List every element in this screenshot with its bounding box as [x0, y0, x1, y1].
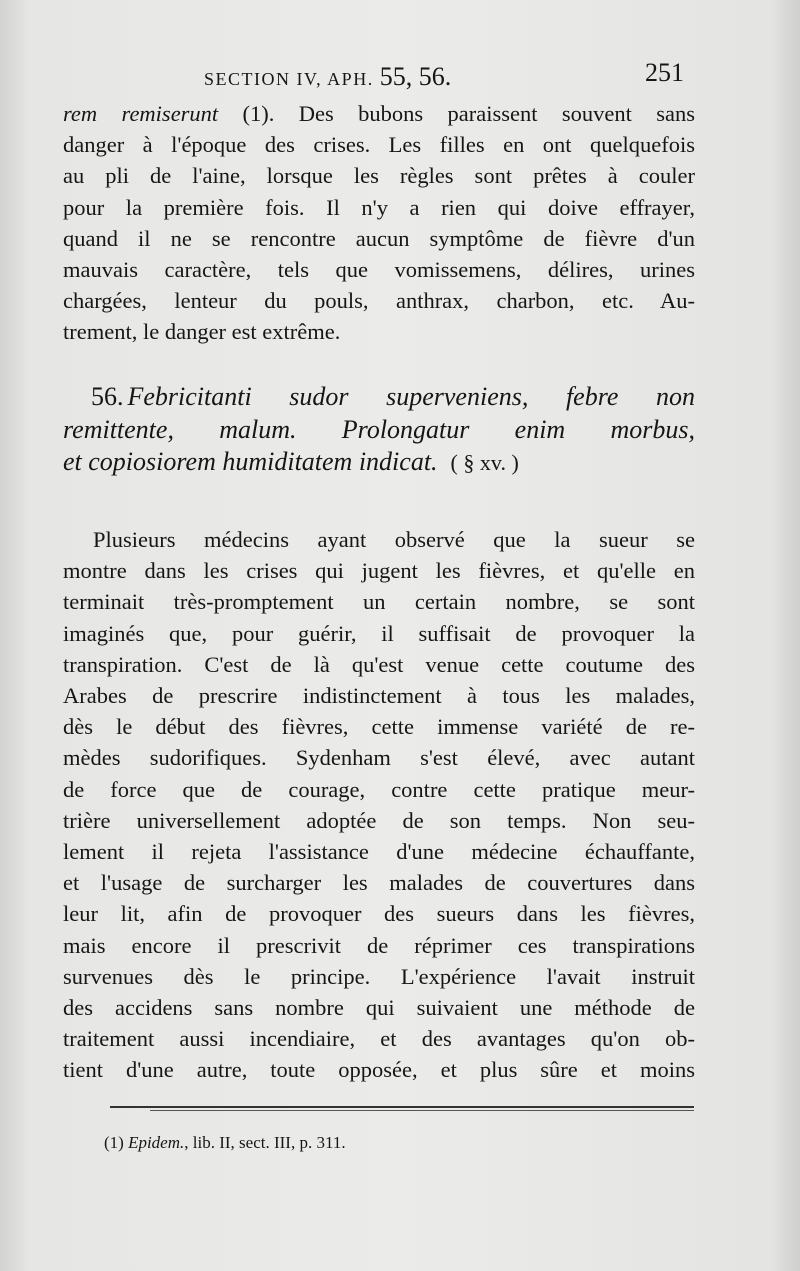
aphorism-line: [63, 381, 695, 414]
text-line: tient d'une autre, toute opposée, et plus sûre et moins: [63, 1057, 695, 1083]
footnote: [104, 1133, 346, 1153]
text-line: de force que de courage, contre cette pratique meur-: [63, 776, 695, 802]
text-line: mauvais caractère, tels que vomissemens, délires, urines: [63, 257, 695, 283]
aphorism-text: Febricitanti sudor superveniens, febre non: [127, 382, 695, 411]
aphorism-56: [63, 381, 695, 480]
text-line: leur lit, afin de provoquer des sueurs dans les fièvres,: [63, 901, 695, 927]
text-line: trement, le danger est extrême.: [63, 319, 341, 345]
page-header: [64, 56, 688, 92]
text-line: imaginés que, pour guérir, il suffisait de provoquer la: [63, 620, 695, 646]
section-reference: ( § xv. ): [450, 450, 519, 475]
footnote-rule-thin: [150, 1110, 694, 1111]
text-line: mais encore il prescrivit de réprimer ces transpirations: [63, 932, 695, 958]
text-line: trière universellement adoptée de son temps. Non seu-: [63, 807, 695, 833]
text-line: traitement aussi incendiaire, et des avantages qu'on ob-: [63, 1026, 695, 1052]
text-line: transpiration. C'est de là qu'est venue cette coutume des: [63, 651, 695, 677]
text-line: dès le début des fièvres, cette immense variété de re-: [63, 714, 695, 740]
footnote-marker: (1): [104, 1133, 124, 1152]
aphorism-line: remittente, malum. Prolongatur enim morbus,: [63, 414, 695, 444]
latin-fragment: rem remiserunt: [63, 101, 219, 126]
text-line: au pli de l'aine, lorsque les règles sont prêtes à couler: [63, 163, 695, 189]
text-line: terminait très-promptement un certain nombre, se sont: [63, 589, 695, 615]
text-line: chargées, lenteur du pouls, anthrax, charbon, etc. Au-: [63, 288, 695, 314]
text-line: quand il ne se rencontre aucun symptôme de fièvre d'un: [63, 225, 695, 251]
text-line: lement il rejeta l'assistance d'une médecine échauffante,: [63, 839, 695, 865]
footnote-work-title: Epidem.: [128, 1133, 185, 1152]
text-line: montre dans les crises qui jugent les fièvres, et qu'elle en: [63, 558, 695, 584]
text-line: survenues dès le principe. L'expérience l'avait instruit: [63, 963, 695, 989]
text-line: mèdes sudorifiques. Sydenham s'est élevé, avec autant: [63, 745, 695, 771]
running-head-text: SECTION IV, APH.: [204, 69, 374, 89]
footnote-rule: [110, 1106, 694, 1108]
running-head: [204, 62, 451, 92]
text-line: danger à l'époque des crises. Les filles en ont quelquefois: [63, 132, 695, 158]
text-line: des accidens sans nombre qui suivaient une méthode de: [63, 995, 695, 1021]
aphorism-numbers: 55, 56.: [379, 62, 452, 91]
aphorism-line: [63, 446, 695, 480]
page-number: 251: [645, 58, 684, 87]
aphorism-number: 56.: [91, 382, 124, 411]
footnote-citation: , lib. II, sect. III, p. 311.: [184, 1133, 346, 1152]
text-line: pour la première fois. Il n'y a rien qui doive effrayer,: [63, 194, 695, 220]
text-line: [63, 98, 695, 129]
commentary-paragraph-55: [63, 98, 695, 348]
text-line: Arabes de prescrire indistinctement à tous les malades,: [63, 683, 695, 709]
text-line-part: (1). Des bubons paraissent souvent sans: [218, 101, 695, 126]
text-line: Plusieurs médecins ayant observé que la sueur se: [93, 527, 695, 552]
commentary-paragraph-56: [63, 524, 695, 1086]
aphorism-text: et copiosiorem humiditatem indicat.: [63, 447, 438, 476]
text-line: et l'usage de surcharger les malades de couvertures dans: [63, 870, 695, 896]
